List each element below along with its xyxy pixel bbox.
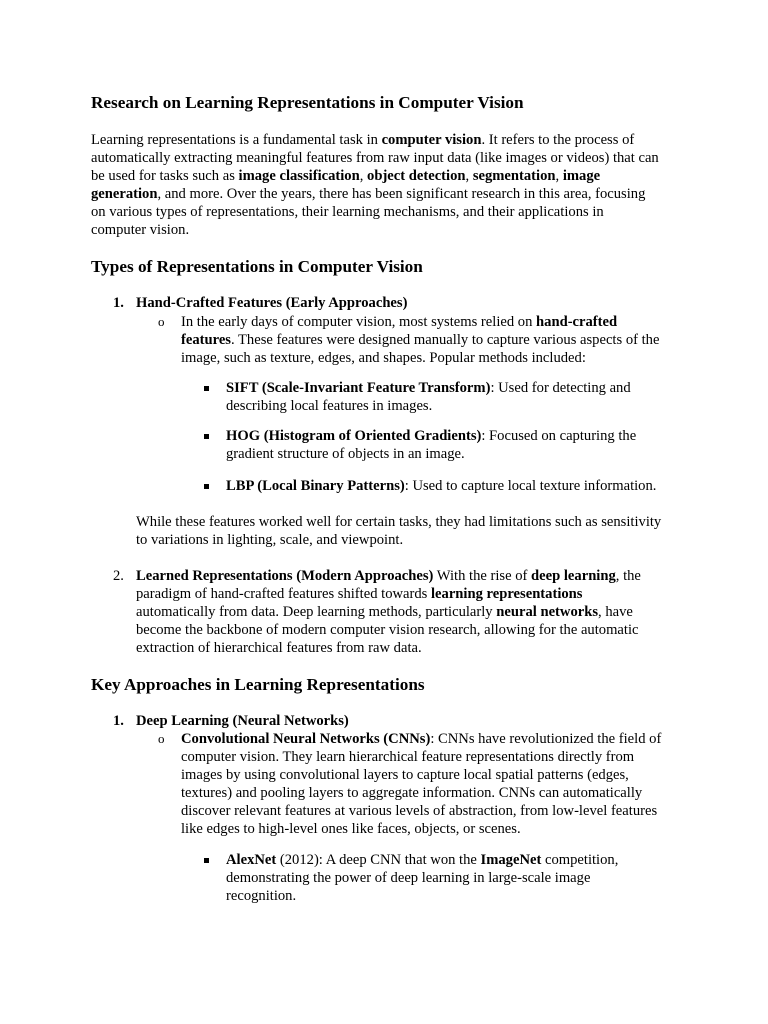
- text-run: : Focused on capturing the: [481, 428, 637, 444]
- text-run: . It refers to the process of: [481, 132, 635, 148]
- text-run: . These features were designed manually to capture various aspects of the: [230, 332, 660, 348]
- text-run: automatically extracting meaningful features from raw input data (like images or videos) that can: [91, 150, 659, 166]
- text-run: computer vision. They learn hierarchical feature representations directly from: [181, 749, 635, 765]
- document-title: Research on Learning Representations in Computer Vision: [91, 93, 524, 112]
- sub-item-line: [181, 766, 629, 784]
- square-bullet-icon: [204, 434, 209, 439]
- section-heading-key-approaches: Key Approaches in Learning Representations: [91, 675, 425, 694]
- square-bullet-icon: [204, 858, 209, 863]
- bold-text: neural networks: [496, 604, 599, 620]
- bullet-line: [226, 869, 590, 887]
- text-run: , have: [598, 604, 633, 620]
- bold-text: LBP (Local Binary Patterns): [226, 478, 405, 494]
- square-bullet-icon: [204, 484, 209, 489]
- intro-line: [91, 185, 645, 203]
- text-run: , the: [615, 568, 641, 584]
- bold-text: HOG (Histogram of Oriented Gradients): [226, 428, 482, 444]
- text-run: ,: [555, 168, 563, 184]
- list-item-title: Deep Learning (Neural Networks): [136, 713, 349, 729]
- text-run: describing local features in images.: [226, 398, 433, 414]
- intro-line: [91, 149, 659, 167]
- sub-bullet-marker: o: [158, 314, 165, 329]
- bold-text: generation: [91, 186, 158, 202]
- bold-text: Convolutional Neural Networks (CNNs): [181, 731, 431, 747]
- bullet-line: [226, 445, 465, 463]
- square-bullet-icon: [204, 386, 209, 391]
- sub-item-line: [181, 802, 657, 820]
- text-run: , and more. Over the years, there has been significant research in this area, focusing: [157, 186, 646, 202]
- text-run: (2012): A deep CNN that won the: [276, 852, 481, 868]
- text-run: computer vision.: [91, 222, 190, 238]
- list-item-line: [136, 603, 633, 621]
- bold-text: Learned Representations (Modern Approaches): [136, 568, 434, 584]
- text-run: competition,: [541, 852, 619, 868]
- bullet-line: [226, 851, 618, 869]
- intro-line: [91, 221, 189, 239]
- text-run: : Used to capture local texture information.: [404, 478, 657, 494]
- sub-item-line: [181, 313, 617, 331]
- text-run: demonstrating the power of deep learning in large-scale image: [226, 870, 591, 886]
- list-item-line: [136, 639, 422, 657]
- intro-line: [91, 203, 604, 221]
- text-run: automatically from data. Deep learning methods, particularly: [136, 604, 497, 620]
- list-item-line: [136, 621, 639, 639]
- bullet-line: [226, 477, 656, 495]
- bold-text: image: [562, 168, 601, 184]
- sub-item-line: [181, 748, 634, 766]
- text-run: ,: [359, 168, 368, 184]
- text-run: gradient structure of objects in an image.: [226, 446, 465, 462]
- text-run: like edges to high-level ones like faces, objects, or scenes.: [181, 821, 521, 837]
- text-run: discover relevant features at various levels of abstraction, from low-level features: [181, 803, 658, 819]
- bullet-line: [226, 379, 631, 397]
- text-run: paradigm of hand-crafted features shifted towards: [136, 586, 431, 602]
- text-run: : CNNs have revolutionized the field of: [430, 731, 662, 747]
- list-number: 2.: [113, 568, 124, 584]
- bold-text: computer vision: [381, 132, 482, 148]
- text-run: : Used for detecting and: [490, 380, 631, 396]
- text-run: be used for tasks such as: [91, 168, 239, 184]
- list-number: 1.: [113, 295, 124, 311]
- text-run: Learning representations is a fundamental task in: [91, 132, 382, 148]
- text-run: textures) and pooling layers to aggregate information. CNNs can automatically: [181, 785, 643, 801]
- bullet-line: [226, 887, 296, 905]
- sub-item-line: [181, 331, 659, 349]
- text-run: become the backbone of modern computer vision research, allowing for the automatic: [136, 622, 639, 638]
- paragraph-line: [136, 531, 403, 549]
- text-run: While these features worked well for certain tasks, they had limitations such as sensitivity: [136, 514, 662, 530]
- text-run: ,: [465, 168, 473, 184]
- sub-item-line: [181, 784, 642, 802]
- bold-text: features: [181, 332, 231, 348]
- sub-item-line: [181, 730, 661, 748]
- bold-text: hand-crafted: [536, 314, 618, 330]
- sub-item-line: [181, 820, 521, 838]
- text-run: image, such as texture, edges, and shapes. Popular methods included:: [181, 350, 586, 366]
- bullet-line: [226, 427, 636, 445]
- text-run: In the early days of computer vision, most systems relied on: [181, 314, 537, 330]
- bold-text: deep learning: [531, 568, 616, 584]
- text-run: extraction of hierarchical features from raw data.: [136, 640, 422, 656]
- bold-text: object detection: [367, 168, 466, 184]
- text-run: images by using convolutional layers to capture local spatial patterns (edges,: [181, 767, 629, 783]
- list-item-line: [136, 567, 641, 585]
- sub-bullet-marker: o: [158, 731, 165, 746]
- text-run: to variations in lighting, scale, and viewpoint.: [136, 532, 404, 548]
- bold-text: AlexNet: [226, 852, 277, 868]
- text-run: recognition.: [226, 888, 297, 904]
- list-item-line: [136, 585, 582, 603]
- list-item-title: Hand-Crafted Features (Early Approaches): [136, 295, 408, 311]
- list-number: 1.: [113, 713, 124, 729]
- intro-line: [91, 131, 634, 149]
- bold-text: ImageNet: [480, 852, 542, 868]
- paragraph-line: [136, 513, 661, 531]
- bold-text: SIFT (Scale-Invariant Feature Transform): [226, 380, 491, 396]
- bold-text: learning representations: [431, 586, 583, 602]
- bold-text: segmentation: [472, 168, 556, 184]
- bold-text: image classification: [238, 168, 360, 184]
- bullet-line: [226, 397, 432, 415]
- text-run: With the rise of: [433, 568, 532, 584]
- text-run: on various types of representations, their learning mechanisms, and their applications in: [91, 204, 604, 220]
- sub-item-line: [181, 349, 586, 367]
- section-heading-types: Types of Representations in Computer Vision: [91, 257, 423, 276]
- intro-line: [91, 167, 600, 185]
